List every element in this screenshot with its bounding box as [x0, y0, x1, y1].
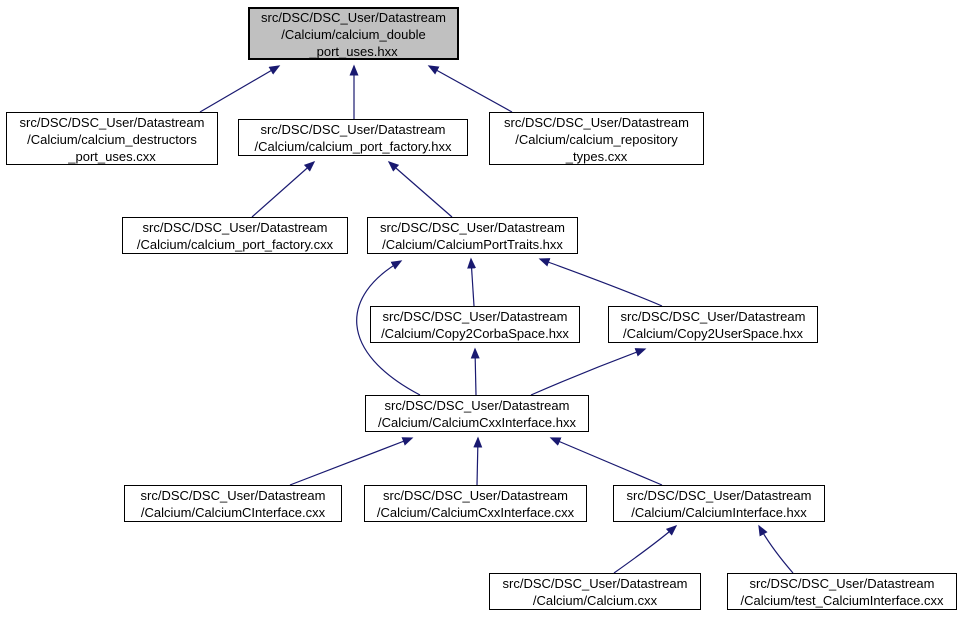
node-label-line: /Calcium/CalciumCxxInterface.cxx [376, 505, 575, 520]
node-calciuminterface-hxx[interactable] [613, 485, 825, 522]
node-label-line: src/DSC/DSC_User/Datastream [626, 488, 812, 503]
node-calcium-port-factory-cxx[interactable] [122, 217, 348, 254]
node-label-line: /Calcium/calcium_port_factory.cxx [136, 237, 334, 252]
node-label-line: src/DSC/DSC_User/Datastream [504, 115, 689, 130]
node-calciumporttraits-hxx[interactable] [367, 217, 578, 254]
node-calcium-cxx[interactable] [489, 573, 701, 610]
edge-copy2corbaspace-to-calciumporttraits [471, 259, 474, 306]
node-copy2userspace-hxx[interactable] [608, 306, 818, 343]
edge-test-calciuminterface-to-calciuminterface-hxx [759, 526, 793, 573]
node-label-line: /Calcium/test_CalciumInterface.cxx [740, 593, 944, 608]
node-label-line: src/DSC/DSC_User/Datastream [383, 488, 568, 503]
edge-calciumcinterface-cxx-to-calciumcxxinterface-hxx [290, 438, 412, 485]
node-calciumcxxinterface-cxx[interactable] [364, 485, 587, 522]
node-label-line: _types.cxx [565, 149, 628, 164]
node-label-line: /Calcium/calcium_double [281, 27, 426, 42]
node-label-line: src/DSC/DSC_User/Datastream [384, 398, 570, 413]
node-label-line: src/DSC/DSC_User/Datastream [260, 122, 446, 137]
node-calcium-repository-types-cxx[interactable] [489, 112, 704, 165]
node-label-line: /Calcium/Copy2CorbaSpace.hxx [381, 326, 569, 341]
node-label-line: /Calcium/calcium_port_factory.hxx [254, 139, 452, 154]
node-label-line: /Calcium/calcium_repository [515, 132, 678, 147]
node-calcium-double-port-uses-hxx [248, 7, 459, 60]
edge-calciumcxxinterface-hxx-to-copy2corbaspace [475, 349, 476, 395]
node-calcium-port-factory-hxx[interactable] [238, 119, 468, 156]
node-label-line: src/DSC/DSC_User/Datastream [620, 309, 806, 324]
node-label-line: /Calcium/calcium_destructors [27, 132, 197, 147]
node-label-line: /Calcium/Calcium.cxx [532, 593, 658, 608]
node-label-line: /Calcium/CalciumCInterface.cxx [140, 505, 326, 520]
node-copy2corbaspace-hxx[interactable] [370, 306, 580, 343]
edge-calciuminterface-hxx-to-calciumcxxinterface-hxx [551, 438, 662, 485]
node-label-line: /Calcium/CalciumInterface.hxx [631, 505, 807, 520]
node-label-line: /Calcium/Copy2UserSpace.hxx [623, 326, 803, 341]
node-label-line: src/DSC/DSC_User/Datastream [382, 309, 568, 324]
edge-calcium-cxx-to-calciuminterface-hxx [614, 526, 676, 573]
node-label-line: src/DSC/DSC_User/Datastream [380, 220, 565, 235]
edge-calcium-destructors-port-uses-to-calcium-double-port-uses [200, 66, 279, 112]
node-label-line: /Calcium/CalciumPortTraits.hxx [382, 237, 563, 252]
node-label-line: src/DSC/DSC_User/Datastream [19, 115, 205, 130]
node-label-line: src/DSC/DSC_User/Datastream [261, 10, 446, 25]
node-calcium-destructors-port-uses-cxx[interactable] [6, 112, 218, 165]
edge-calciumcxxinterface-hxx-to-copy2userspace [531, 349, 645, 395]
node-label-line: src/DSC/DSC_User/Datastream [140, 488, 326, 503]
edge-calciumcxxinterface-cxx-to-calciumcxxinterface-hxx [477, 438, 478, 485]
edge-copy2userspace-to-calciumporttraits [540, 259, 662, 306]
node-label-line: /Calcium/CalciumCxxInterface.hxx [378, 415, 576, 430]
node-test-calciuminterface-cxx[interactable] [727, 573, 957, 610]
node-label-line: src/DSC/DSC_User/Datastream [749, 576, 935, 591]
node-label-line: _port_uses.hxx [309, 44, 398, 59]
edge-calciumporttraits-to-calcium-port-factory-hxx [389, 162, 452, 217]
node-calciumcxxinterface-hxx[interactable] [365, 395, 589, 432]
node-label-line: src/DSC/DSC_User/Datastream [142, 220, 328, 235]
edge-calcium-repository-types-to-calcium-double-port-uses [429, 66, 512, 112]
node-calciumcinterface-cxx[interactable] [124, 485, 342, 522]
node-label-line: _port_uses.cxx [68, 149, 156, 164]
node-label-line: src/DSC/DSC_User/Datastream [502, 576, 688, 591]
edge-calcium-port-factory-cxx-to-calcium-port-factory-hxx [252, 162, 314, 217]
